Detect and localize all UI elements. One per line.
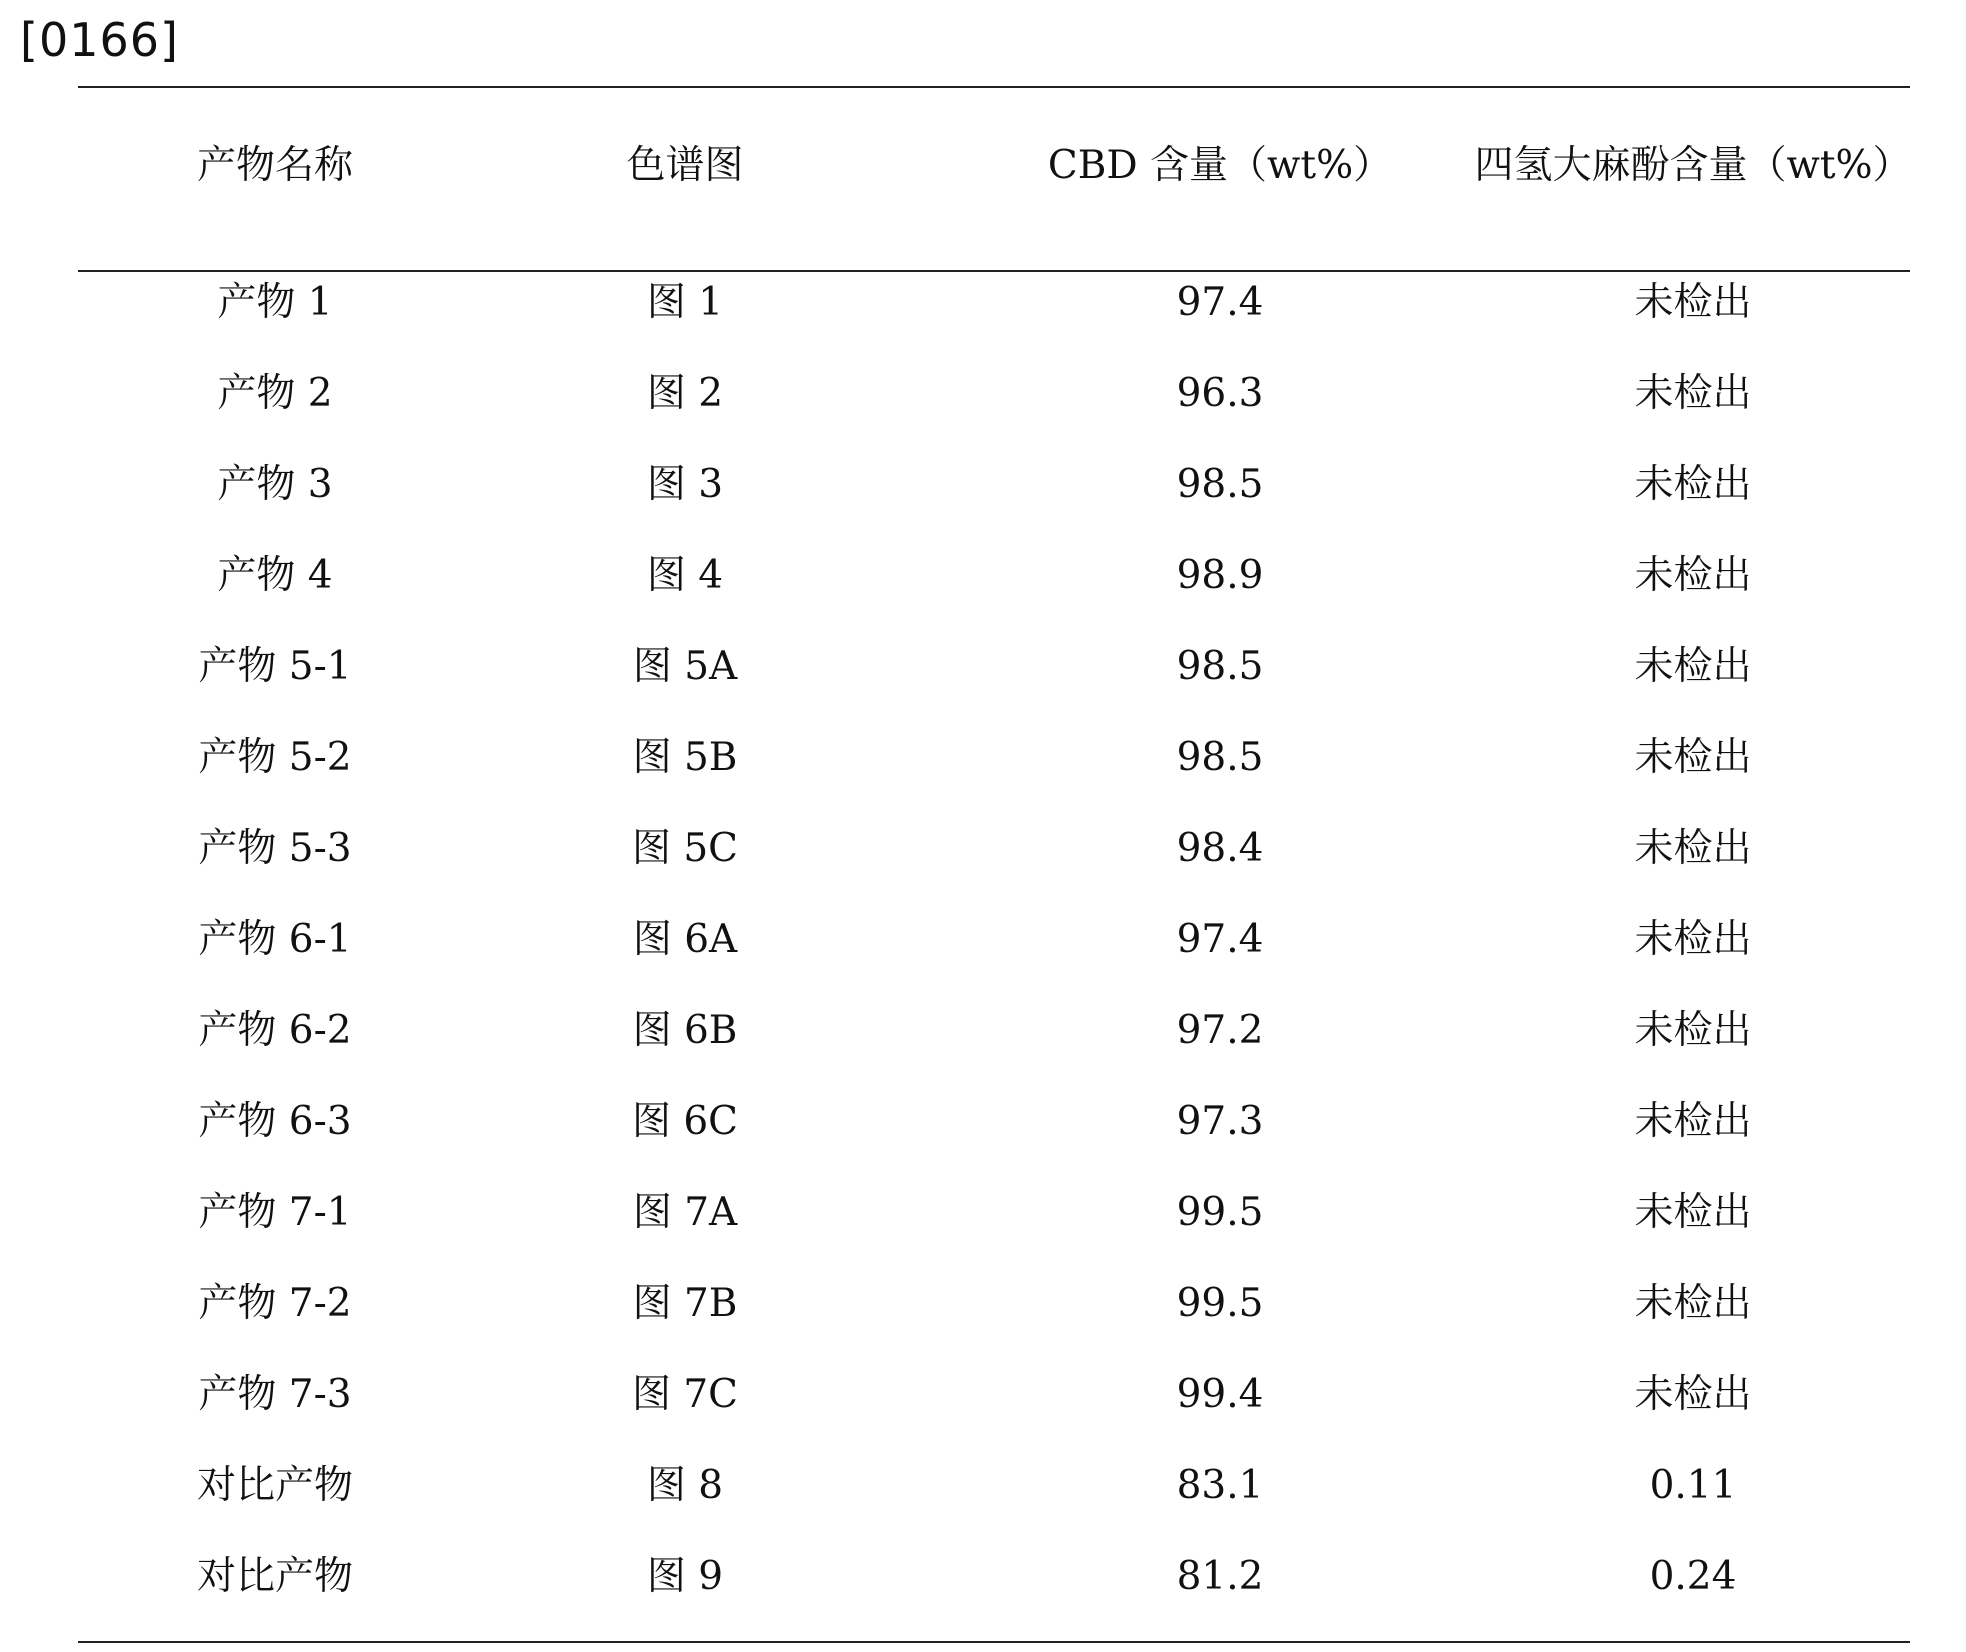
cbd-content-cell: 99.4 <box>1176 1372 1264 1417</box>
thc-content-cell: 未检出 <box>1634 917 1752 962</box>
table-header-rule <box>78 270 1910 272</box>
thc-content-cell: 未检出 <box>1634 735 1752 780</box>
thc-content-cell: 未检出 <box>1634 1190 1752 1235</box>
cbd-content-cell: 98.5 <box>1176 462 1264 507</box>
table-row <box>0 728 1966 788</box>
thc-content-cell: 0.24 <box>1649 1554 1737 1599</box>
chromatogram-cell: 图 7C <box>631 1372 739 1417</box>
table-row <box>0 1456 1966 1516</box>
table-row <box>0 819 1966 879</box>
thc-content-cell: 未检出 <box>1634 553 1752 598</box>
product-name-cell: 对比产物 <box>196 1554 353 1599</box>
chromatogram-cell: 图 6C <box>631 1099 739 1144</box>
product-name-cell: 产物 1 <box>217 280 333 325</box>
product-name-cell: 产物 6-1 <box>198 917 352 962</box>
cbd-content-cell: 98.9 <box>1176 553 1264 598</box>
thc-content-cell: 未检出 <box>1634 462 1752 507</box>
table-row <box>0 1092 1966 1152</box>
header-thc-content: 四氢大麻酚含量（wt%） <box>1474 143 1912 188</box>
chromatogram-cell: 图 6B <box>632 1008 738 1053</box>
header-product-name: 产物名称 <box>196 143 353 188</box>
product-name-cell: 产物 5-3 <box>198 826 352 871</box>
product-name-cell: 产物 5-1 <box>198 644 352 689</box>
table-row <box>0 910 1966 970</box>
chromatogram-cell: 图 7A <box>632 1190 738 1235</box>
chromatogram-cell: 图 1 <box>646 280 724 325</box>
table-row <box>0 546 1966 606</box>
table-row <box>0 1274 1966 1334</box>
chromatogram-cell: 图 6A <box>632 917 738 962</box>
thc-content-cell: 未检出 <box>1634 1099 1752 1144</box>
thc-content-cell: 未检出 <box>1634 280 1752 325</box>
thc-content-cell: 0.11 <box>1649 1463 1737 1508</box>
table-top-rule <box>78 86 1910 88</box>
chromatogram-cell: 图 5A <box>632 644 738 689</box>
cbd-content-cell: 98.5 <box>1176 644 1264 689</box>
thc-content-cell: 未检出 <box>1634 1008 1752 1053</box>
table-row <box>0 455 1966 515</box>
product-name-cell: 产物 7-2 <box>198 1281 352 1326</box>
table-row <box>0 1365 1966 1425</box>
product-name-cell: 产物 5-2 <box>198 735 352 780</box>
chromatogram-cell: 图 5C <box>631 826 739 871</box>
thc-content-cell: 未检出 <box>1634 1281 1752 1326</box>
chromatogram-cell: 图 8 <box>646 1463 724 1508</box>
chromatogram-cell: 图 2 <box>646 371 724 416</box>
chromatogram-cell: 图 4 <box>646 553 724 598</box>
thc-content-cell: 未检出 <box>1634 644 1752 689</box>
cbd-content-cell: 97.3 <box>1176 1099 1264 1144</box>
table-row <box>0 364 1966 424</box>
cbd-content-cell: 97.4 <box>1176 917 1264 962</box>
table-bottom-rule <box>78 1641 1910 1643</box>
product-name-cell: 产物 2 <box>217 371 333 416</box>
table-header-row <box>0 136 1966 196</box>
product-name-cell: 产物 7-3 <box>198 1372 352 1417</box>
table-row <box>0 1001 1966 1061</box>
cbd-content-cell: 98.5 <box>1176 735 1264 780</box>
table-row <box>0 273 1966 333</box>
chromatogram-cell: 图 5B <box>632 735 738 780</box>
header-chromatogram: 色谱图 <box>626 143 744 188</box>
cbd-content-cell: 98.4 <box>1176 826 1264 871</box>
paragraph-number: [0166] <box>20 13 179 67</box>
table-row <box>0 1183 1966 1243</box>
product-name-cell: 产物 4 <box>217 553 333 598</box>
thc-content-cell: 未检出 <box>1634 826 1752 871</box>
chromatogram-cell: 图 3 <box>646 462 724 507</box>
cbd-content-cell: 81.2 <box>1176 1554 1264 1599</box>
cbd-content-cell: 99.5 <box>1176 1190 1264 1235</box>
thc-content-cell: 未检出 <box>1634 1372 1752 1417</box>
product-name-cell: 产物 6-2 <box>198 1008 352 1053</box>
thc-content-cell: 未检出 <box>1634 371 1752 416</box>
cbd-content-cell: 96.3 <box>1176 371 1264 416</box>
cbd-content-cell: 97.2 <box>1176 1008 1264 1053</box>
cbd-content-cell: 99.5 <box>1176 1281 1264 1326</box>
chromatogram-cell: 图 9 <box>646 1554 724 1599</box>
product-name-cell: 产物 6-3 <box>198 1099 352 1144</box>
table-row <box>0 1547 1966 1607</box>
chromatogram-cell: 图 7B <box>632 1281 738 1326</box>
product-name-cell: 产物 7-1 <box>198 1190 352 1235</box>
table-row <box>0 637 1966 697</box>
product-name-cell: 产物 3 <box>217 462 333 507</box>
cbd-content-cell: 97.4 <box>1176 280 1264 325</box>
product-name-cell: 对比产物 <box>196 1463 353 1508</box>
header-cbd-content: CBD 含量（wt%） <box>1047 143 1393 188</box>
cbd-content-cell: 83.1 <box>1176 1463 1264 1508</box>
